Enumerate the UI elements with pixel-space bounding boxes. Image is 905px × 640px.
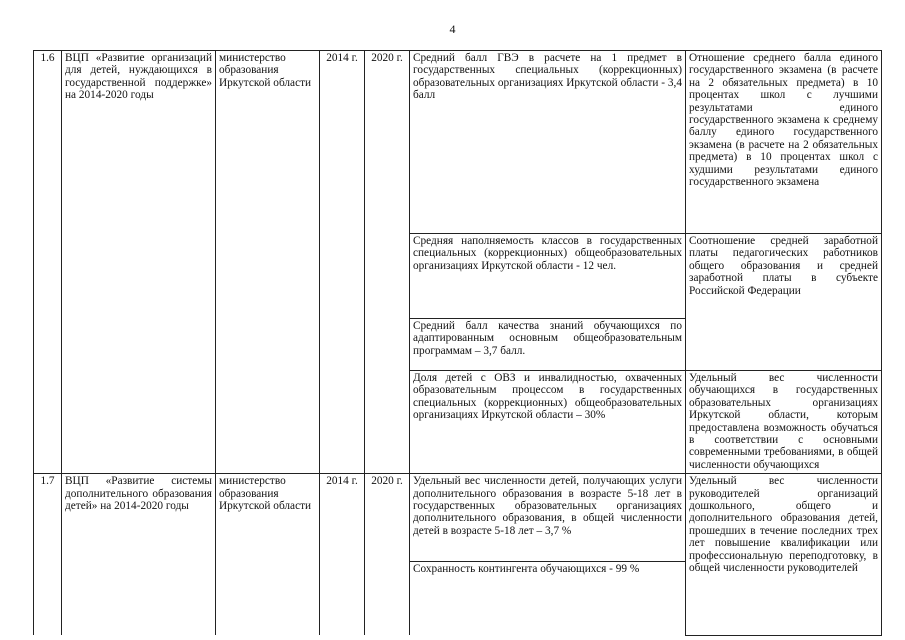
program-name: ВЦП «Развитие системы дополнительного образования детей» на 2014-2020 годы (62, 474, 216, 636)
start-year: 2014 г. (320, 51, 365, 474)
target-cell: Соотношение средней заработной платы педагогических работников общего образования и средней заработной платы в субъекте Российской Федерации (686, 234, 882, 371)
indicator-cell: Удельный вес численности детей, получающих услуги дополнительного образования в возрасте 5-18 лет в государственных образовательных организациях дополнительного образования, в общей численности детей в возрасте 5-18 лет – 3,7 % (410, 474, 686, 562)
row-number: 1.7 (34, 474, 62, 636)
program-table-wrapper (33, 50, 882, 636)
responsible-ministry: министерство образования Иркутской области (216, 51, 320, 474)
start-year: 2014 г. (320, 474, 365, 636)
end-year: 2020 г. (365, 51, 410, 474)
responsible-ministry: министерство образования Иркутской области (216, 474, 320, 636)
table-row-1-7 (34, 474, 882, 562)
target-cell: Удельный вес численности руководителей организаций дошкольного, общего и дополнительного образования детей, прошедших в течение последних трех лет повышение квалификации или профессиональную переподготовку, в общей численности руководителей (686, 474, 882, 636)
indicator-cell: Доля детей с ОВЗ и инвалидностью, охваченных образовательным процессом в государственных специальных (коррекционных) общеобразовательных организациях Иркутской области – 30% (410, 371, 686, 474)
indicator-cell: Сохранность контингента обучающихся - 99 % (410, 562, 686, 636)
target-cell: Удельный вес численности обучающихся в государственных образовательных организациях Иркутской области, которым предоставлена возможность обучаться в соответствии с основными современными требованиями, в общей численности обучающихся (686, 371, 882, 474)
row-number: 1.6 (34, 51, 62, 474)
end-year: 2020 г. (365, 474, 410, 636)
page-number: 4 (449, 22, 456, 36)
indicator-cell: Средняя наполняемость классов в государственных специальных (коррекционных) общеобразовательных организациях Иркутской области - 12 чел. (410, 234, 686, 319)
program-name: ВЦП «Развитие организаций для детей, нуждающихся в государственной поддержке» на 2014-2020 годы (62, 51, 216, 474)
indicator-cell: Средний балл качества знаний обучающихся по адаптированным основным общеобразовательным программам – 3,7 балл. (410, 319, 686, 371)
indicator-cell: Средний балл ГВЭ в расчете на 1 предмет в государственных специальных (коррекционных) образовательных организациях Иркутской области - 3,4 балл (410, 51, 686, 234)
target-cell: Отношение среднего балла единого государственного экзамена (в расчете на 2 обязательных предмета) в 10 процентах школ с лучшими результатами единого государственного экзамена к среднему баллу единого государственного экзамена (в расчете на 2 обязательных предмета) в 10 процентах школ с худшими результатами единого государственного экзамена (686, 51, 882, 234)
program-table (33, 50, 882, 636)
table-row-1-6 (34, 51, 882, 234)
